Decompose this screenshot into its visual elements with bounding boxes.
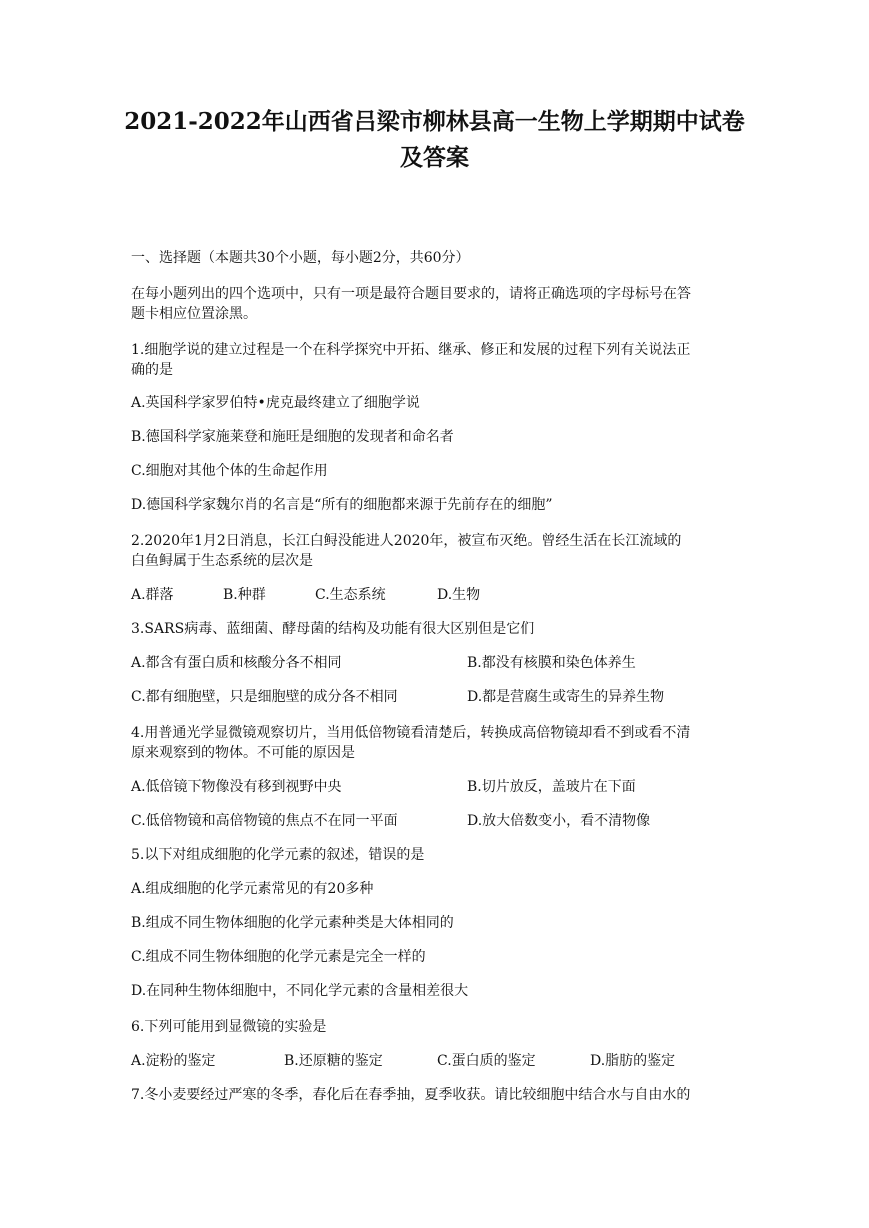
question-5-option-a: A.组成细胞的化学元素常见的有20多种 — [131, 881, 374, 897]
question-5-option-b: B.组成不同生物体细胞的化学元素种类是大体相同的 — [131, 915, 454, 931]
question-1-option-a: A.英国科学家罗伯特•虎克最终建立了细胞学说 — [131, 395, 420, 411]
question-4-stem-line-2: 原来观察到的物体。不可能的原因是 — [131, 745, 355, 761]
question-3-stem: 3.SARS病毒、蓝细菌、酵母菌的结构及功能有很大区别但是它们 — [131, 621, 535, 637]
question-6-option-d: D.脂肪的鉴定 — [590, 1053, 676, 1069]
question-4-option-a: A.低倍镜下物像没有移到视野中央 — [131, 779, 342, 795]
question-1-stem-line-1: 1.细胞学说的建立过程是一个在科学探究中开拓、继承、修正和发展的过程下列有关说法正 — [131, 342, 691, 358]
question-3-option-d: D.都是营腐生或寄生的异养生物 — [467, 689, 665, 705]
question-2-stem-line-1: 2.2020年1月2日消息，长江白鲟没能进人2020年，被宣布灭绝。曾经生活在长江流域的 — [131, 533, 682, 549]
question-2-option-d: D.生物 — [437, 587, 481, 603]
document-title-line-2: 及答案 — [400, 144, 469, 171]
section-heading: 一、选择题（本题共30个小题，每小题2分，共60分） — [131, 250, 470, 266]
question-2-option-c: C.生态系统 — [315, 587, 386, 603]
question-1-option-c: C.细胞对其他个体的生命起作用 — [131, 463, 328, 479]
question-5-stem: 5.以下对组成细胞的化学元素的叙述，错误的是 — [131, 847, 425, 863]
question-6-option-c: C.蛋白质的鉴定 — [437, 1053, 536, 1069]
question-4-option-c: C.低倍物镜和高倍物镜的焦点不在同一平面 — [131, 813, 398, 829]
question-4-option-b: B.切片放反，盖玻片在下面 — [467, 779, 636, 795]
instruction-line-1: 在每小题列出的四个选项中，只有一项是最符合题目要求的，请将正确选项的字母标号在答 — [131, 286, 691, 302]
question-7-stem-line-1: 7.冬小麦要经过严寒的冬季，春化后在春季抽，夏季收获。请比较细胞中结合水与自由水的 — [131, 1087, 691, 1103]
question-1-option-b: B.德国科学家施莱登和施旺是细胞的发现者和命名者 — [131, 429, 454, 445]
question-2-stem-line-2: 白鱼鲟属于生态系统的层次是 — [131, 553, 313, 569]
question-4-stem-line-1: 4.用普通光学显微镜观察切片，当用低倍物镜看清楚后，转换成高倍物镜却看不到或看不清 — [131, 725, 691, 741]
question-4-option-d: D.放大倍数变小，看不清物像 — [467, 813, 651, 829]
question-6-option-b: B.还原糖的鉴定 — [284, 1053, 383, 1069]
question-1-option-d: D.德国科学家魏尔肖的名言是“所有的细胞都来源于先前存在的细胞” — [131, 497, 553, 513]
question-5-option-c: C.组成不同生物体细胞的化学元素是完全一样的 — [131, 949, 426, 965]
document-title-line-1: 2021-2022年山西省吕梁市柳林县高一生物上学期期中试卷 — [124, 108, 745, 135]
question-5-option-d: D.在同种生物体细胞中，不同化学元素的含量相差很大 — [131, 983, 469, 999]
question-2-option-a: A.群落 — [131, 587, 174, 603]
question-3-option-c: C.都有细胞壁，只是细胞壁的成分各不相同 — [131, 689, 398, 705]
question-6-stem: 6.下列可能用到显微镜的实验是 — [131, 1019, 327, 1035]
question-1-stem-line-2: 确的是 — [131, 362, 173, 378]
question-3-option-b: B.都没有核膜和染色体养生 — [467, 655, 636, 671]
instruction-line-2: 题卡相应位置涂黑。 — [131, 306, 257, 322]
question-3-option-a: A.都含有蛋白质和核酸分各不相同 — [131, 655, 342, 671]
question-2-option-b: B.种群 — [223, 587, 266, 603]
question-6-option-a: A.淀粉的鉴定 — [131, 1053, 216, 1069]
